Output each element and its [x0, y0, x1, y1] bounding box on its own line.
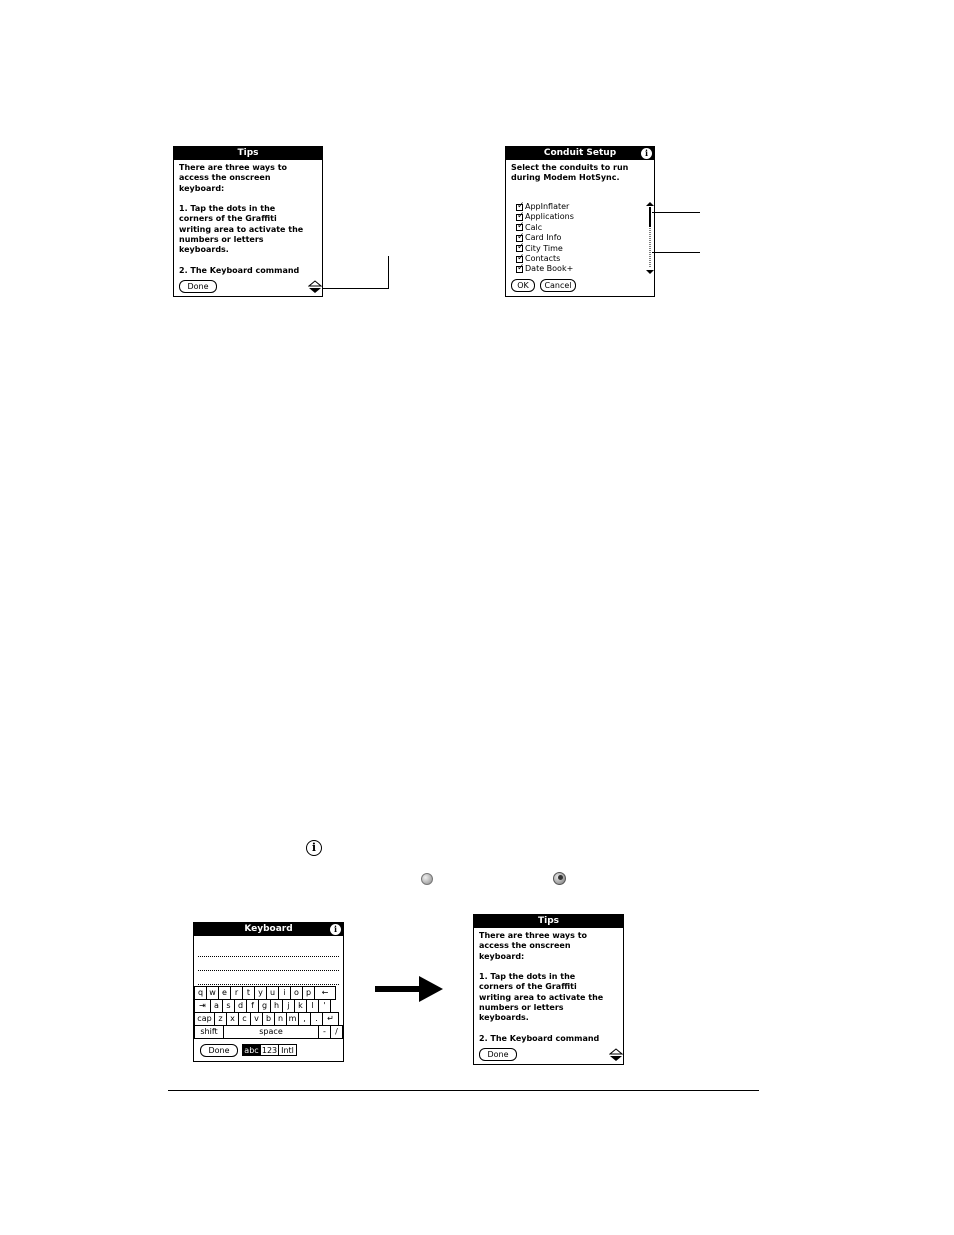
- graffiti-dot-abc-icon: [553, 872, 566, 885]
- tips-dialog-bottom: [473, 914, 624, 1065]
- key[interactable]: u: [266, 986, 279, 1000]
- conduit-list: [516, 202, 574, 275]
- footer-rule: [168, 1090, 759, 1091]
- key[interactable]: h: [270, 999, 283, 1013]
- key[interactable]: ': [318, 999, 331, 1013]
- list-item[interactable]: ✓ Applications: [516, 212, 574, 222]
- callout-line-scroll-bar: [652, 252, 700, 253]
- key[interactable]: r: [230, 986, 243, 1000]
- list-item[interactable]: ✓ Card Info: [516, 233, 574, 243]
- key[interactable]: v: [250, 1012, 263, 1026]
- keyboard-title-text: Keyboard: [244, 924, 293, 934]
- keyboard-title: [194, 923, 343, 936]
- backspace-key[interactable]: ←: [314, 986, 336, 1000]
- caps-key[interactable]: cap: [194, 1012, 215, 1026]
- key[interactable]: y: [254, 986, 267, 1000]
- key[interactable]: t: [242, 986, 255, 1000]
- checkbox[interactable]: [516, 235, 523, 242]
- conduit-setup-dialog: [505, 146, 655, 297]
- mode-123[interactable]: 123: [261, 1046, 278, 1055]
- info-icon: i: [306, 840, 322, 856]
- key[interactable]: a: [210, 999, 223, 1013]
- cancel-button[interactable]: Cancel: [540, 279, 576, 292]
- tips-dialog-top: [173, 146, 323, 297]
- key[interactable]: c: [238, 1012, 251, 1026]
- list-item[interactable]: ✓ Contacts: [516, 254, 574, 264]
- checkbox[interactable]: [516, 214, 523, 221]
- key[interactable]: k: [294, 999, 307, 1013]
- key[interactable]: f: [246, 999, 259, 1013]
- conduit-setup-title: [506, 147, 654, 160]
- list-item[interactable]: ✓ Date Book+: [516, 264, 574, 274]
- mode-abc[interactable]: abc: [242, 1044, 261, 1056]
- list-item[interactable]: ✓ AppInflater: [516, 202, 574, 212]
- key[interactable]: z: [214, 1012, 227, 1026]
- checkbox[interactable]: [516, 204, 523, 211]
- tips-text: There are three ways to access the onscreen keyboard: 1. Tap the dots in the corners of the Graffiti writing area to activate the numbers or letters keyboards. 2. The Keyboard command: [179, 163, 304, 275]
- key[interactable]: m: [286, 1012, 299, 1026]
- key[interactable]: /: [330, 1025, 343, 1039]
- checkbox[interactable]: [516, 224, 523, 231]
- space-key[interactable]: space: [223, 1025, 319, 1039]
- key[interactable]: i: [278, 986, 291, 1000]
- list-item[interactable]: ✓ City Time: [516, 244, 574, 254]
- key[interactable]: q: [194, 986, 207, 1000]
- key[interactable]: j: [282, 999, 295, 1013]
- done-button[interactable]: Done: [200, 1044, 238, 1057]
- keyboard-dialog: [193, 922, 344, 1062]
- ok-button[interactable]: OK: [511, 279, 535, 292]
- keyboard-text-area[interactable]: [198, 943, 339, 985]
- key[interactable]: .: [310, 1012, 323, 1026]
- conduit-title-text: Conduit Setup: [543, 148, 617, 158]
- key[interactable]: ,: [298, 1012, 311, 1026]
- graffiti-dot-icon: [421, 873, 433, 885]
- callout-line-scroll-car: [652, 212, 700, 213]
- checkbox[interactable]: [516, 266, 523, 273]
- key[interactable]: w: [206, 986, 219, 1000]
- key[interactable]: o: [290, 986, 303, 1000]
- arrow-right-icon: [375, 976, 443, 1002]
- keyboard-keys: [195, 987, 343, 1039]
- info-icon[interactable]: i: [641, 148, 652, 159]
- done-button[interactable]: Done: [479, 1048, 517, 1061]
- tips-dialog-title: Tips: [474, 915, 623, 928]
- checkbox[interactable]: [516, 256, 523, 263]
- done-button[interactable]: Done: [179, 280, 217, 293]
- key[interactable]: n: [274, 1012, 287, 1026]
- key[interactable]: l: [306, 999, 319, 1013]
- key[interactable]: -: [318, 1025, 331, 1039]
- key[interactable]: g: [258, 999, 271, 1013]
- tab-key[interactable]: ⇥: [194, 999, 211, 1013]
- scroll-arrows-icon[interactable]: [308, 280, 322, 294]
- shift-key[interactable]: shift: [194, 1025, 224, 1039]
- list-item[interactable]: ✓ Calc: [516, 223, 574, 233]
- key[interactable]: b: [262, 1012, 275, 1026]
- tips-text: There are three ways to access the onscreen keyboard: 1. Tap the dots in the corners of the Graffiti writing area to activate the numbers or letters keyboards. 2. The Keyboard command: [479, 931, 604, 1043]
- key[interactable]: d: [234, 999, 247, 1013]
- info-icon[interactable]: i: [330, 924, 341, 935]
- key[interactable]: s: [222, 999, 235, 1013]
- return-key[interactable]: ↵: [322, 1012, 339, 1026]
- key[interactable]: x: [226, 1012, 239, 1026]
- key[interactable]: p: [302, 986, 315, 1000]
- checkbox[interactable]: [516, 245, 523, 252]
- conduit-instructions: Select the conduits to run during Modem HotSync.: [511, 163, 629, 183]
- tips-dialog-title: Tips: [174, 147, 322, 160]
- key[interactable]: e: [218, 986, 231, 1000]
- scroll-arrows-icon[interactable]: [609, 1048, 623, 1062]
- callout-line-h: [323, 288, 389, 289]
- mode-intl[interactable]: Intl: [278, 1044, 297, 1056]
- keyboard-row: [195, 1026, 343, 1039]
- callout-line-v: [388, 256, 389, 289]
